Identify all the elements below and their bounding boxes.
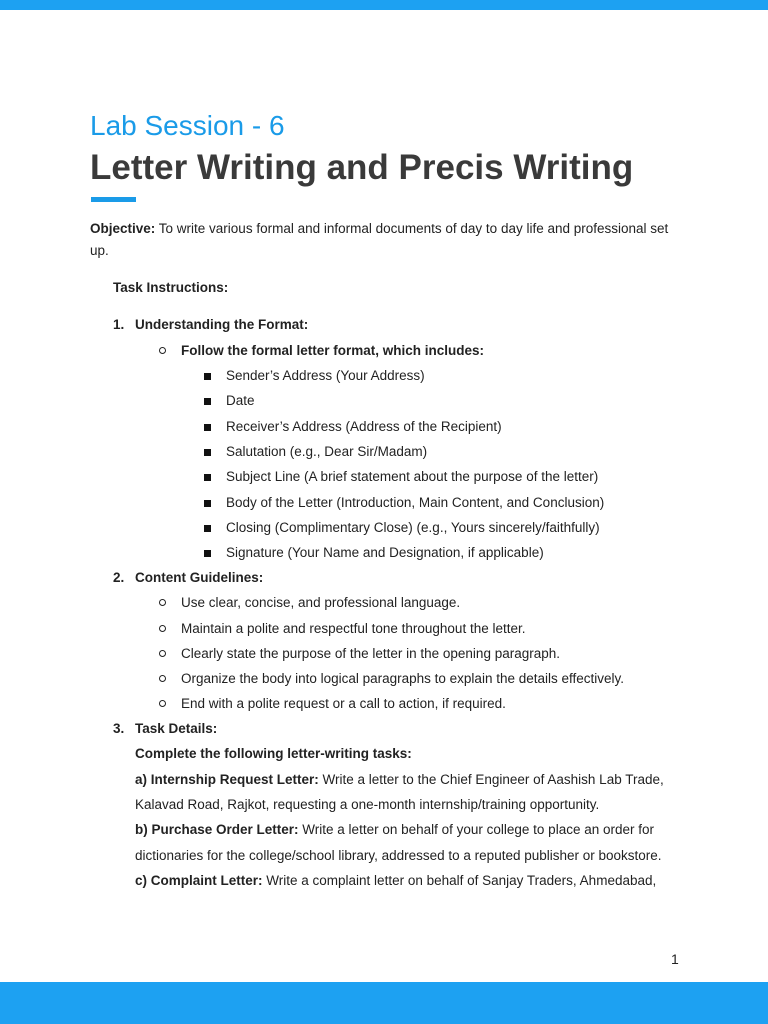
title-underline xyxy=(91,197,136,202)
format-item: Body of the Letter (Introduction, Main Content, and Conclusion) xyxy=(226,495,605,510)
content-item: End with a polite request or a call to action, if required. xyxy=(181,696,506,711)
square-bullet-icon xyxy=(204,373,211,380)
content-item: Maintain a polite and respectful tone throughout the letter. xyxy=(181,621,526,636)
hollow-bullet-icon xyxy=(159,675,166,682)
task-c-text: Write a complaint letter on behalf of Sanjay Traders, Ahmedabad, xyxy=(262,873,657,888)
task-c-label: c) Complaint Letter: xyxy=(135,873,263,888)
section-2-title: Content Guidelines: xyxy=(135,570,264,585)
task-a-continuation: Kalavad Road, Rajkot, requesting a one-month internship/training opportunity. xyxy=(135,797,600,812)
task-b-text: Write a letter on behalf of your college to place an order for xyxy=(298,822,654,837)
section-3-number: 3. xyxy=(113,721,125,736)
bottom-accent-bar xyxy=(0,982,768,1024)
task-b-continuation: dictionaries for the college/school library, addressed to a reputed publisher or bookstore. xyxy=(135,848,662,863)
square-bullet-icon xyxy=(204,398,211,405)
hollow-bullet-icon xyxy=(159,700,166,707)
content-item: Organize the body into logical paragraphs to explain the details effectively. xyxy=(181,671,625,686)
tasks-intro: Complete the following letter-writing tasks: xyxy=(135,746,412,761)
square-bullet-icon xyxy=(204,424,211,431)
format-item: Salutation (e.g., Dear Sir/Madam) xyxy=(226,444,428,459)
session-label: Lab Session - 6 xyxy=(90,110,285,141)
format-subheading: Follow the formal letter format, which includes: xyxy=(181,343,485,358)
objective-text: To write various formal and informal documents of day to day life and professional set up. xyxy=(90,221,669,258)
page-title: Letter Writing and Precis Writing xyxy=(90,148,634,187)
task-c-line xyxy=(135,868,656,893)
objective-paragraph xyxy=(90,218,686,262)
square-bullet-icon xyxy=(204,500,211,507)
section-2-number: 2. xyxy=(113,570,125,585)
task-b-label: b) Purchase Order Letter: xyxy=(135,822,299,837)
section-1-title: Understanding the Format: xyxy=(135,317,309,332)
format-item: Signature (Your Name and Designation, if applicable) xyxy=(226,545,544,560)
format-item: Date xyxy=(226,393,255,408)
square-bullet-icon xyxy=(204,474,211,481)
square-bullet-icon xyxy=(204,525,211,532)
square-bullet-icon xyxy=(204,550,211,557)
format-item: Subject Line (A brief statement about the purpose of the letter) xyxy=(226,469,599,484)
objective-label: Objective: xyxy=(90,221,156,236)
section-3-title: Task Details: xyxy=(135,721,218,736)
task-b-line xyxy=(135,817,654,842)
hollow-bullet-icon xyxy=(159,625,166,632)
square-bullet-icon xyxy=(204,449,211,456)
format-item: Closing (Complimentary Close) (e.g., Yours sincerely/faithfully) xyxy=(226,520,600,535)
task-a-label: a) Internship Request Letter: xyxy=(135,772,319,787)
task-a-text: Write a letter to the Chief Engineer of Aashish Lab Trade, xyxy=(318,772,664,787)
top-accent-bar xyxy=(0,0,768,10)
task-a-line xyxy=(135,767,664,792)
format-item: Receiver’s Address (Address of the Recipient) xyxy=(226,419,502,434)
format-item: Sender’s Address (Your Address) xyxy=(226,368,425,383)
hollow-bullet-icon xyxy=(159,650,166,657)
task-instructions-heading: Task Instructions: xyxy=(113,280,229,295)
section-1-number: 1. xyxy=(113,317,125,332)
page-number: 1 xyxy=(671,951,679,967)
hollow-bullet-icon xyxy=(159,347,166,354)
content-item: Clearly state the purpose of the letter in the opening paragraph. xyxy=(181,646,560,661)
hollow-bullet-icon xyxy=(159,599,166,606)
content-item: Use clear, concise, and professional language. xyxy=(181,595,461,610)
